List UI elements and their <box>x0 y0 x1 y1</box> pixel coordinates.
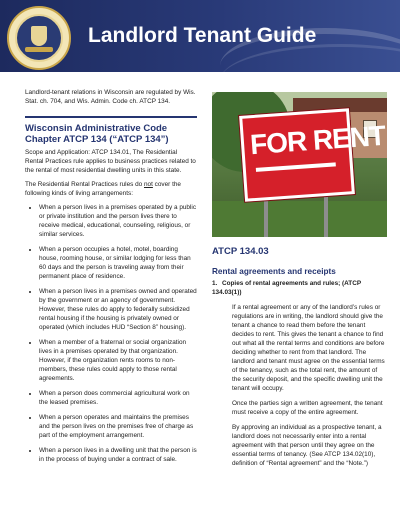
paragraph: If a rental agreement or any of the landlord’s rules or regulations are in writing, the landlord should give the tenant a chance to read them before the tenant decides to rent. This gives the tenant a chance to find out what all the rental terms and conditions are before deciding whether to rent from that landlord. The landlord and tenant must agree on the essential terms of the tenancy, such as the total rent, the amount of the security deposit, and the specific dwelling unit the tenant will occupy. <box>232 304 385 392</box>
not-cover-text <box>25 180 197 198</box>
left-column <box>25 88 197 470</box>
paragraph: By approving an individual as a prospective tenant, a landlord does not necessarily enter into a rental agreement with that person until they agree on the essential terms of tenancy. (See ATCP 134.02(10), definition of “Rental agreement” and the “Note.”) <box>232 424 382 467</box>
not-cover-emphasis: not <box>144 181 153 188</box>
wisconsin-state-seal-icon <box>7 6 71 70</box>
photo-grass <box>212 201 387 237</box>
list-item: • When a person lives in a premises operated by a public or private institution and the person lives there to receive medical, educational, counseling, religious, or similar services. <box>39 203 197 239</box>
right-column <box>212 92 387 474</box>
seal-crest <box>31 26 47 46</box>
section-rule <box>25 116 197 118</box>
atcp13403-heading: ATCP 134.03 <box>212 246 269 257</box>
exclusion-list <box>25 203 197 464</box>
list-item: • When a member of a fraternal or social organization lives in a premises operated by that organization. However, if the organization rents rooms to non-members, these rules could apply to those rental agreements. <box>39 338 197 383</box>
subsection-title <box>212 279 387 297</box>
rental-agreements-heading: Rental agreements and receipts <box>212 267 336 276</box>
list-item: • When a person operates and maintains the premises and the person lives on the premises free of charge as part of the employment arrangement. <box>39 413 197 440</box>
header-banner <box>0 0 400 72</box>
section2-body <box>212 303 387 468</box>
subsection-title-text: Copies of rental agreements and rules; (ATCP 134.03(1)) <box>212 280 361 296</box>
sign-text: FOR RENT <box>249 119 387 161</box>
list-item: • When a person lives in a dwelling unit that the person is in the process of buying under a contract of sale. <box>39 446 197 464</box>
paragraph: Once the parties sign a written agreement, the tenant must receive a copy of the entire agreement. <box>232 400 383 416</box>
section-heading: Wisconsin Administrative Code Chapter ATCP 134 (“ATCP 134”) <box>25 123 169 145</box>
scope-text: Scope and Application: ATCP 134.01, The Residential Rental Practices rule applies to business practices related to the rental of most residential dwelling units in this state. <box>25 149 196 174</box>
subsection-number: 1. <box>212 280 218 287</box>
list-item: • When a person does commercial agricultural work on the leased premises. <box>39 389 197 407</box>
page-title: Landlord Tenant Guide <box>88 24 317 47</box>
not-cover-after: cover the following kinds of living arrangements: <box>25 181 181 197</box>
not-cover-before: The Residential Rental Practices rules do <box>25 181 144 188</box>
seal-base <box>25 47 53 52</box>
for-rent-sign <box>239 108 387 201</box>
seal-center <box>15 14 63 62</box>
atcp134-section <box>25 116 197 464</box>
list-item: • When a person lives in a premises owned and operated by the government or an agency of government. However, these rules do apply to federally subsidized rental housing if the housing is privately owned or operated (which includes HUD “Section 8” housing). <box>39 287 197 332</box>
intro-text: Landlord-tenant relations in Wisconsin are regulated by Wis. Stat. ch. 704, and Wis. Admin. Code ch. ATCP 134. <box>25 89 196 105</box>
sign-stripe <box>256 162 336 172</box>
list-item: • When a person occupies a hotel, motel, boarding house, rooming house, or similar lodging for less than 60 days and the person is traveling away from their permanent place of residence. <box>39 245 197 281</box>
for-rent-photo <box>212 92 387 237</box>
